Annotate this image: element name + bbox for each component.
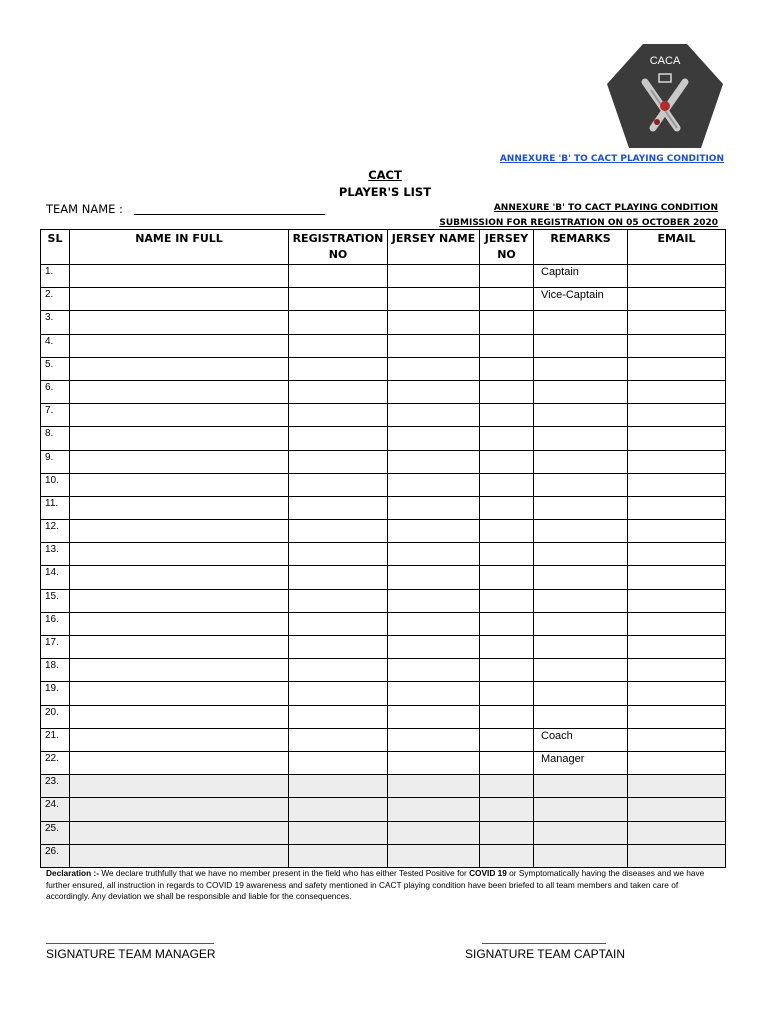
cell-jersey-name[interactable] xyxy=(388,821,480,844)
signature-manager-label: SIGNATURE TEAM MANAGER xyxy=(46,947,216,961)
cell-email[interactable] xyxy=(628,473,726,496)
cell-jersey-name[interactable] xyxy=(388,265,480,288)
cell-registration-no[interactable] xyxy=(289,705,388,728)
header-jersey-name: JERSEY NAME xyxy=(388,230,480,265)
cell-remarks[interactable] xyxy=(534,636,628,659)
cell-sl: 6. xyxy=(41,380,70,403)
table-row xyxy=(41,636,726,659)
cell-remarks[interactable] xyxy=(534,404,628,427)
cell-remarks[interactable]: Captain xyxy=(534,265,628,288)
cell-registration-no[interactable] xyxy=(289,288,388,311)
cell-jersey-name[interactable] xyxy=(388,705,480,728)
table-row xyxy=(41,311,726,334)
cell-name-in-full[interactable] xyxy=(70,543,289,566)
table-row xyxy=(41,566,726,589)
cell-email[interactable] xyxy=(628,566,726,589)
cell-jersey-no[interactable] xyxy=(480,728,534,751)
cell-jersey-name[interactable] xyxy=(388,844,480,867)
cell-sl: 3. xyxy=(41,311,70,334)
cell-remarks[interactable]: Coach xyxy=(534,728,628,751)
cell-sl: 21. xyxy=(41,728,70,751)
cell-name-in-full[interactable] xyxy=(70,473,289,496)
cell-name-in-full[interactable] xyxy=(70,844,289,867)
table-row xyxy=(41,821,726,844)
cell-sl: 22. xyxy=(41,751,70,774)
cell-remarks[interactable] xyxy=(534,357,628,380)
cell-registration-no[interactable] xyxy=(289,798,388,821)
cell-email[interactable] xyxy=(628,543,726,566)
cell-name-in-full[interactable] xyxy=(70,682,289,705)
cell-jersey-no[interactable] xyxy=(480,288,534,311)
table-row xyxy=(41,450,726,473)
table-row xyxy=(41,380,726,403)
cell-jersey-name[interactable] xyxy=(388,659,480,682)
cell-jersey-no[interactable] xyxy=(480,311,534,334)
cell-sl: 2. xyxy=(41,288,70,311)
table-row xyxy=(41,334,726,357)
cell-registration-no[interactable] xyxy=(289,636,388,659)
cell-jersey-name[interactable] xyxy=(388,798,480,821)
cell-name-in-full[interactable] xyxy=(70,751,289,774)
cell-jersey-no[interactable] xyxy=(480,636,534,659)
cell-name-in-full[interactable] xyxy=(70,334,289,357)
cell-jersey-no[interactable] xyxy=(480,427,534,450)
cell-sl: 25. xyxy=(41,821,70,844)
cell-sl: 8. xyxy=(41,427,70,450)
declaration-text: We declare truthfully that we have no member present in the field who has either Tested Positive for xyxy=(99,868,470,878)
cell-email[interactable] xyxy=(628,589,726,612)
cell-jersey-no[interactable] xyxy=(480,612,534,635)
cell-name-in-full[interactable] xyxy=(70,821,289,844)
cell-jersey-name[interactable] xyxy=(388,473,480,496)
header-name-in-full: NAME IN FULL xyxy=(70,230,289,265)
cell-jersey-no[interactable] xyxy=(480,357,534,380)
cell-registration-no[interactable] xyxy=(289,311,388,334)
cell-name-in-full[interactable] xyxy=(70,311,289,334)
cell-email[interactable] xyxy=(628,404,726,427)
cell-remarks[interactable] xyxy=(534,380,628,403)
table-row xyxy=(41,844,726,867)
cell-jersey-name[interactable] xyxy=(388,357,480,380)
cell-jersey-name[interactable] xyxy=(388,543,480,566)
cell-name-in-full[interactable] xyxy=(70,728,289,751)
cell-jersey-no[interactable] xyxy=(480,659,534,682)
cell-jersey-no[interactable] xyxy=(480,775,534,798)
declaration-label: Declaration :- xyxy=(46,868,100,878)
header-jersey-no: JERSEY NO xyxy=(480,230,534,265)
cell-registration-no[interactable] xyxy=(289,844,388,867)
cell-jersey-name[interactable] xyxy=(388,728,480,751)
cell-registration-no[interactable] xyxy=(289,473,388,496)
cell-email[interactable] xyxy=(628,705,726,728)
cell-jersey-name[interactable] xyxy=(388,496,480,519)
cell-jersey-no[interactable] xyxy=(480,543,534,566)
cell-sl: 10. xyxy=(41,473,70,496)
cell-remarks[interactable] xyxy=(534,659,628,682)
cell-registration-no[interactable] xyxy=(289,612,388,635)
cell-name-in-full[interactable] xyxy=(70,380,289,403)
table-row xyxy=(41,288,726,311)
cell-remarks[interactable] xyxy=(534,473,628,496)
cell-name-in-full[interactable] xyxy=(70,520,289,543)
cell-remarks[interactable] xyxy=(534,496,628,519)
cell-remarks[interactable]: Manager xyxy=(534,751,628,774)
cell-email[interactable] xyxy=(628,334,726,357)
cell-email[interactable] xyxy=(628,520,726,543)
cell-registration-no[interactable] xyxy=(289,520,388,543)
cell-email[interactable] xyxy=(628,288,726,311)
annexure-link[interactable]: ANNEXURE 'B' TO CACT PLAYING CONDITION xyxy=(499,154,724,164)
cell-name-in-full[interactable] xyxy=(70,589,289,612)
table-row xyxy=(41,265,726,288)
cell-jersey-no[interactable] xyxy=(480,705,534,728)
cell-remarks[interactable] xyxy=(534,334,628,357)
cell-sl: 20. xyxy=(41,705,70,728)
cell-email[interactable] xyxy=(628,798,726,821)
cell-email[interactable] xyxy=(628,751,726,774)
cell-jersey-no[interactable] xyxy=(480,404,534,427)
declaration xyxy=(46,868,722,903)
cell-name-in-full[interactable] xyxy=(70,404,289,427)
cell-email[interactable] xyxy=(628,775,726,798)
table-row xyxy=(41,473,726,496)
players-table xyxy=(40,229,726,868)
cell-sl: 23. xyxy=(41,775,70,798)
table-row xyxy=(41,682,726,705)
cell-registration-no[interactable] xyxy=(289,380,388,403)
cell-registration-no[interactable] xyxy=(289,566,388,589)
cell-name-in-full[interactable] xyxy=(70,798,289,821)
cell-sl: 17. xyxy=(41,636,70,659)
cell-jersey-name[interactable] xyxy=(388,566,480,589)
signature-manager-line[interactable] xyxy=(46,943,214,944)
cell-registration-no[interactable] xyxy=(289,821,388,844)
cell-sl: 15. xyxy=(41,589,70,612)
submission-heading: SUBMISSION FOR REGISTRATION ON 05 OCTOBER 2020 xyxy=(439,218,718,228)
cell-name-in-full[interactable] xyxy=(70,427,289,450)
cell-sl: 26. xyxy=(41,844,70,867)
cell-jersey-no[interactable] xyxy=(480,496,534,519)
cell-email[interactable] xyxy=(628,265,726,288)
cell-jersey-no[interactable] xyxy=(480,751,534,774)
cell-name-in-full[interactable] xyxy=(70,566,289,589)
cell-jersey-name[interactable] xyxy=(388,636,480,659)
table-row xyxy=(41,612,726,635)
table-row xyxy=(41,427,726,450)
cell-remarks[interactable] xyxy=(534,682,628,705)
table-row xyxy=(41,705,726,728)
header-sl: SL xyxy=(41,230,70,265)
svg-text:CACA: CACA xyxy=(649,55,681,67)
cell-remarks[interactable] xyxy=(534,798,628,821)
cell-registration-no[interactable] xyxy=(289,682,388,705)
cell-jersey-no[interactable] xyxy=(480,450,534,473)
cell-jersey-name[interactable] xyxy=(388,682,480,705)
table-row xyxy=(41,798,726,821)
table-row xyxy=(41,589,726,612)
cell-sl: 13. xyxy=(41,543,70,566)
cell-jersey-name[interactable] xyxy=(388,288,480,311)
cell-remarks[interactable] xyxy=(534,427,628,450)
cell-sl: 16. xyxy=(41,612,70,635)
cell-sl: 18. xyxy=(41,659,70,682)
cell-jersey-name[interactable] xyxy=(388,311,480,334)
cell-sl: 1. xyxy=(41,265,70,288)
cell-jersey-no[interactable] xyxy=(480,566,534,589)
cell-name-in-full[interactable] xyxy=(70,288,289,311)
table-row xyxy=(41,659,726,682)
cell-registration-no[interactable] xyxy=(289,427,388,450)
cell-remarks[interactable] xyxy=(534,775,628,798)
table-row xyxy=(41,404,726,427)
page-title: CACT xyxy=(368,168,402,182)
cell-registration-no[interactable] xyxy=(289,543,388,566)
header-remarks: REMARKS xyxy=(534,230,628,265)
cell-registration-no[interactable] xyxy=(289,450,388,473)
cell-jersey-name[interactable] xyxy=(388,450,480,473)
declaration-text-continued: or Symptomatically having the diseases and we have further ensured, all instruction in regards to COVID 19 awareness and safety mentioned in CACT playing condition have been briefed to all team members and taken care of accordingly. Any deviation we shall be responsible and liable for the consequences. xyxy=(46,868,705,901)
cell-jersey-name[interactable] xyxy=(388,612,480,635)
cell-name-in-full[interactable] xyxy=(70,612,289,635)
cell-jersey-no[interactable] xyxy=(480,798,534,821)
cell-jersey-no[interactable] xyxy=(480,473,534,496)
cell-sl: 14. xyxy=(41,566,70,589)
cell-email[interactable] xyxy=(628,659,726,682)
cell-remarks[interactable] xyxy=(534,844,628,867)
cell-remarks[interactable] xyxy=(534,566,628,589)
cell-name-in-full[interactable] xyxy=(70,659,289,682)
table-row xyxy=(41,775,726,798)
cell-remarks[interactable] xyxy=(534,450,628,473)
cell-email[interactable] xyxy=(628,682,726,705)
cell-jersey-name[interactable] xyxy=(388,589,480,612)
cell-email[interactable] xyxy=(628,728,726,751)
team-name-field[interactable] xyxy=(134,214,325,215)
cell-jersey-no[interactable] xyxy=(480,380,534,403)
cell-registration-no[interactable] xyxy=(289,751,388,774)
cell-email[interactable] xyxy=(628,357,726,380)
cell-jersey-no[interactable] xyxy=(480,844,534,867)
cell-email[interactable] xyxy=(628,496,726,519)
cell-registration-no[interactable] xyxy=(289,496,388,519)
cell-jersey-no[interactable] xyxy=(480,334,534,357)
cell-remarks[interactable] xyxy=(534,612,628,635)
cell-name-in-full[interactable] xyxy=(70,705,289,728)
cell-jersey-name[interactable] xyxy=(388,380,480,403)
annexure-heading: ANNEXURE 'B' TO CACT PLAYING CONDITION xyxy=(493,203,718,213)
cell-email[interactable] xyxy=(628,821,726,844)
cell-email[interactable] xyxy=(628,311,726,334)
signature-captain-line[interactable] xyxy=(482,943,606,944)
cell-sl: 5. xyxy=(41,357,70,380)
cell-remarks[interactable] xyxy=(534,705,628,728)
table-row xyxy=(41,751,726,774)
cell-name-in-full[interactable] xyxy=(70,636,289,659)
cell-email[interactable] xyxy=(628,450,726,473)
cell-name-in-full[interactable] xyxy=(70,357,289,380)
cell-sl: 9. xyxy=(41,450,70,473)
cell-registration-no[interactable] xyxy=(289,775,388,798)
cell-registration-no[interactable] xyxy=(289,334,388,357)
header-email: EMAIL xyxy=(628,230,726,265)
table-row xyxy=(41,543,726,566)
cell-remarks[interactable] xyxy=(534,520,628,543)
cell-name-in-full[interactable] xyxy=(70,775,289,798)
cell-jersey-name[interactable] xyxy=(388,404,480,427)
cell-remarks[interactable]: Vice-Captain xyxy=(534,288,628,311)
cell-sl: 11. xyxy=(41,496,70,519)
caca-logo xyxy=(605,42,725,152)
cell-name-in-full[interactable] xyxy=(70,496,289,519)
cell-jersey-name[interactable] xyxy=(388,427,480,450)
page-subtitle: PLAYER'S LIST xyxy=(338,185,432,199)
declaration-covid: COVID 19 xyxy=(469,868,507,878)
cell-remarks[interactable] xyxy=(534,821,628,844)
cell-sl: 12. xyxy=(41,520,70,543)
cell-remarks[interactable] xyxy=(534,543,628,566)
header-registration-no: REGISTRATION NO xyxy=(289,230,388,265)
cell-remarks[interactable] xyxy=(534,311,628,334)
cell-sl: 24. xyxy=(41,798,70,821)
cell-jersey-no[interactable] xyxy=(480,821,534,844)
cell-sl: 19. xyxy=(41,682,70,705)
cell-jersey-name[interactable] xyxy=(388,334,480,357)
cell-jersey-name[interactable] xyxy=(388,751,480,774)
cell-email[interactable] xyxy=(628,612,726,635)
cell-jersey-name[interactable] xyxy=(388,775,480,798)
table-row xyxy=(41,496,726,519)
cell-sl: 4. xyxy=(41,334,70,357)
cell-jersey-name[interactable] xyxy=(388,520,480,543)
cell-registration-no[interactable] xyxy=(289,659,388,682)
cell-registration-no[interactable] xyxy=(289,728,388,751)
cell-email[interactable] xyxy=(628,380,726,403)
cell-registration-no[interactable] xyxy=(289,357,388,380)
signature-captain-label: SIGNATURE TEAM CAPTAIN xyxy=(465,947,626,961)
table-row xyxy=(41,728,726,751)
cell-name-in-full[interactable] xyxy=(70,265,289,288)
cell-email[interactable] xyxy=(628,844,726,867)
cell-jersey-no[interactable] xyxy=(480,589,534,612)
table-header-row xyxy=(41,230,726,265)
cell-remarks[interactable] xyxy=(534,589,628,612)
cell-registration-no[interactable] xyxy=(289,265,388,288)
table-row xyxy=(41,520,726,543)
cell-jersey-no[interactable] xyxy=(480,265,534,288)
table-row xyxy=(41,357,726,380)
cell-registration-no[interactable] xyxy=(289,589,388,612)
cell-name-in-full[interactable] xyxy=(70,450,289,473)
cell-jersey-no[interactable] xyxy=(480,682,534,705)
cell-email[interactable] xyxy=(628,636,726,659)
cell-sl: 7. xyxy=(41,404,70,427)
cell-email[interactable] xyxy=(628,427,726,450)
cell-jersey-no[interactable] xyxy=(480,520,534,543)
team-name-label: TEAM NAME : xyxy=(46,202,123,216)
cell-registration-no[interactable] xyxy=(289,404,388,427)
